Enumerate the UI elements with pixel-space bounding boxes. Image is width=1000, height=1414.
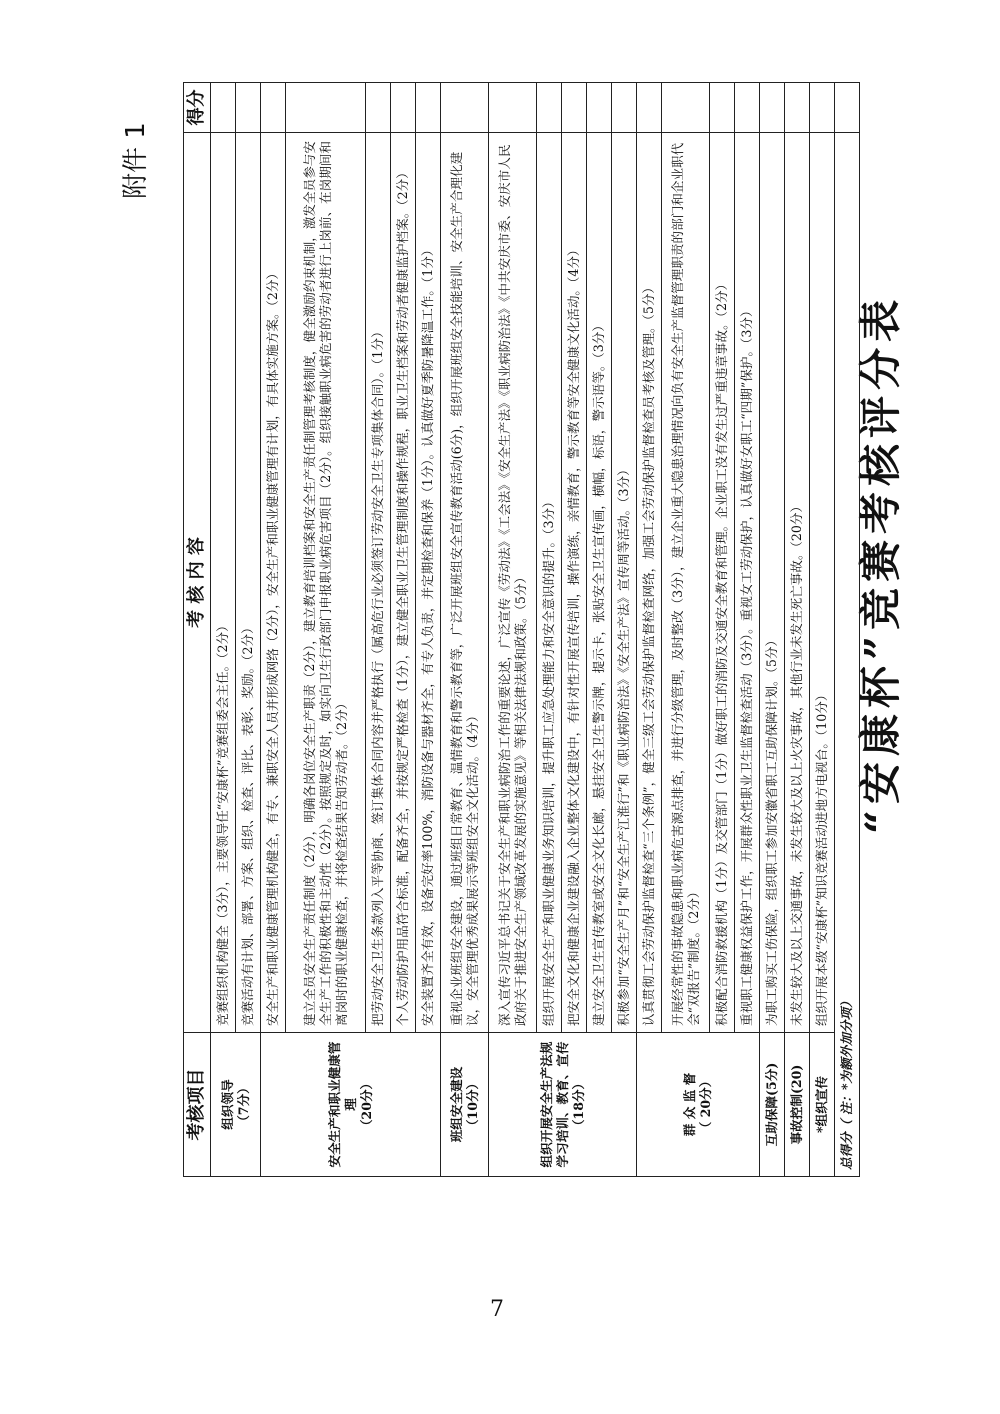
category-safety-health-mgmt: 安全生产和职业健康管理 （20分） (261, 1033, 441, 1177)
table-row: 个人劳动防护用品符合标准，配备齐全，并按规定严格检查（1分），建立健全职业卫生管理制度和操作规程，职业卫生档案和劳动者健康监护档案。（2分） (391, 133, 416, 1033)
score-cell[interactable] (735, 83, 760, 133)
score-table (183, 82, 860, 1177)
score-cell[interactable] (211, 83, 236, 133)
table-row: 重视职工健康权益保护工作，开展群众性职业卫生监督检查活动（3分）。重视女工劳动保护，认真做好女职工“四期”保护。（3分） (735, 133, 760, 1033)
total-score-cell[interactable] (835, 83, 860, 133)
score-cell[interactable] (489, 83, 537, 133)
score-cell[interactable] (391, 83, 416, 133)
category-accident-control: 事故控制(20) (785, 1033, 810, 1177)
score-cell[interactable] (587, 83, 612, 133)
table-row: 未发生较大及以上交通事故，未发生较大及以上火灾事故，其他行业未发生死亡事故。（20分） (785, 133, 810, 1033)
category-law-training: 组织开展安全生产法规学习培训、教育、宣传 （18分） (489, 1033, 637, 1177)
score-cell[interactable] (662, 83, 710, 133)
table-row: 安全装置齐全有效，设备完好率100%，消防设备与器材齐全，有专人负责，并定期检查和保养（1分）。认真做好夏季防暑降温工作。（1分） (416, 133, 441, 1033)
score-cell[interactable] (416, 83, 441, 133)
table-row: 建立安全卫生宣传教室或安全文化长廊，悬挂安全卫生警示牌，提示卡，张贴安全卫生宣传画，横幅，标语，警示语等。（3分） (587, 133, 612, 1033)
score-cell[interactable] (441, 83, 489, 133)
score-cell[interactable] (710, 83, 735, 133)
table-row: 竞赛组织机构健全（3分），主要领导任“安康杯”竞赛组委会主任。（2分） (211, 133, 236, 1033)
score-cell[interactable] (236, 83, 261, 133)
page-number: 7 (490, 1297, 504, 1322)
table-row: 组织开展安全生产和职业健康业务知识培训，提升职工应急处理能力和安全意识的提升。（3分） (537, 133, 562, 1033)
score-cell[interactable] (261, 83, 286, 133)
table-row: 积极配合消防救援机构（1分）及交管部门（1分）做好职工的消防及交通安全教育和管理。企业职工没有发生过严重违章事故。（2分） (710, 133, 735, 1033)
table-row: 安全生产和职业健康管理机构健全，有专、兼职安全人员并形成网络（2分），安全生产和职业健康管理有计划，有具体实施方案。（2分） (261, 133, 286, 1033)
score-cell[interactable] (286, 83, 366, 133)
table-row: 开展经常性的事故隐患和职业病危害源点排查，并进行分级管理，及时整改（3分），建立企业重大隐患治理情况向负有安全生产监督管理职责的部门和企业职代会“双报告”制度。（2分） (662, 133, 710, 1033)
score-cell[interactable] (537, 83, 562, 133)
page-title: “安康杯”竞赛考核评分表 (856, 293, 905, 835)
table-row: 深入宣传习近平总书记关于安全生产和职业病防治工作的重要论述，广泛宣传《劳动法》《工会法》《安全生产法》《职业病防治法》《中共安庆市委、安庆市人民政府关于推进安全生产领域改革发展的实施意见》等相关法律法规和政策。（5分） (489, 133, 537, 1033)
header-score: 得分 (184, 83, 211, 133)
header-item: 考核项目 (184, 1033, 211, 1177)
table-row: 竞赛活动有计划、部署、方案、组织、检查、评比、表彰、奖励。（2分） (236, 133, 261, 1033)
score-cell[interactable] (637, 83, 662, 133)
table-row: 为职工购买工伤保险，组织职工参加安徽省职工互助保障计划。（5分） (760, 133, 785, 1033)
table-row: 把安全文化和健康企业建设融入企业整体文化建设中，有针对性开展宣传培训，操作演练，亲情教育，警示教育等安全健康文化活动。（4分） (562, 133, 587, 1033)
score-cell[interactable] (562, 83, 587, 133)
annex-label: 附件 1 (121, 122, 151, 199)
category-team-safety: 班组安全建设 （10分） (441, 1033, 489, 1177)
table-row: 把劳动安全卫生条款列入平等协商、签订集体合同内容并严格执行（属高危行业必须签订劳动安全卫生专项集体合同）。（1分） (366, 133, 391, 1033)
score-cell[interactable] (810, 83, 835, 133)
score-cell[interactable] (785, 83, 810, 133)
category-publicity: *组织宣传 (810, 1033, 835, 1177)
category-mutual-aid: 互助保障(5分) (760, 1033, 785, 1177)
table-row: 重视企业班组安全建设，通过班组日常教育、温情教育和警示教育等，广泛开展班组安全宣传教育活动(6分)，组织开展班组安全技能培训、安全生产合理化建议，安全管理优秀成果展示等班组安全文化活动。（4分） (441, 133, 489, 1033)
table-row: 认真贯彻工会劳动保护监督检查“三个条例”，健全三级工会劳动保护监督检查网络，加强工会劳动保护监督检查员考核及管理。（5分） (637, 133, 662, 1033)
table-row: 组织开展本级“安康杯”知识竞赛活动进地方电视台。（10分） (810, 133, 835, 1033)
category-mass-supervision: 群 众 监 督 （ 20分） (637, 1033, 760, 1177)
category-org-leadership: 组织领导 （7分） (211, 1033, 261, 1177)
score-cell[interactable] (366, 83, 391, 133)
table-row: 积极参加“安全生产月”和“安全生产江淮行”和《职业病防治法》《安全生产法》宣传周等活动。（3分） (612, 133, 637, 1033)
table-row: 建立全员安全生产责任制度（2分），明确各岗位安全生产职责（2分），建立教育培训档案和安全生产责任制管理考核制度，健全激励约束机制，激发全员参与安全生产工作的积极性和主动性（2分）。按照规定及时，如实向卫生行政部门申报职业病危害项目（2分）。组织接触职业病危害的劳动者进行上岗前、在岗期间和离岗时的职业健康检查，并将检查结果告知劳动者。（2分） (286, 133, 366, 1033)
score-cell[interactable] (760, 83, 785, 133)
header-content: 考 核 内 容 (184, 133, 211, 1033)
total-score-label: 总得分（ 注：*为额外加分项） (835, 133, 860, 1177)
score-cell[interactable] (612, 83, 637, 133)
